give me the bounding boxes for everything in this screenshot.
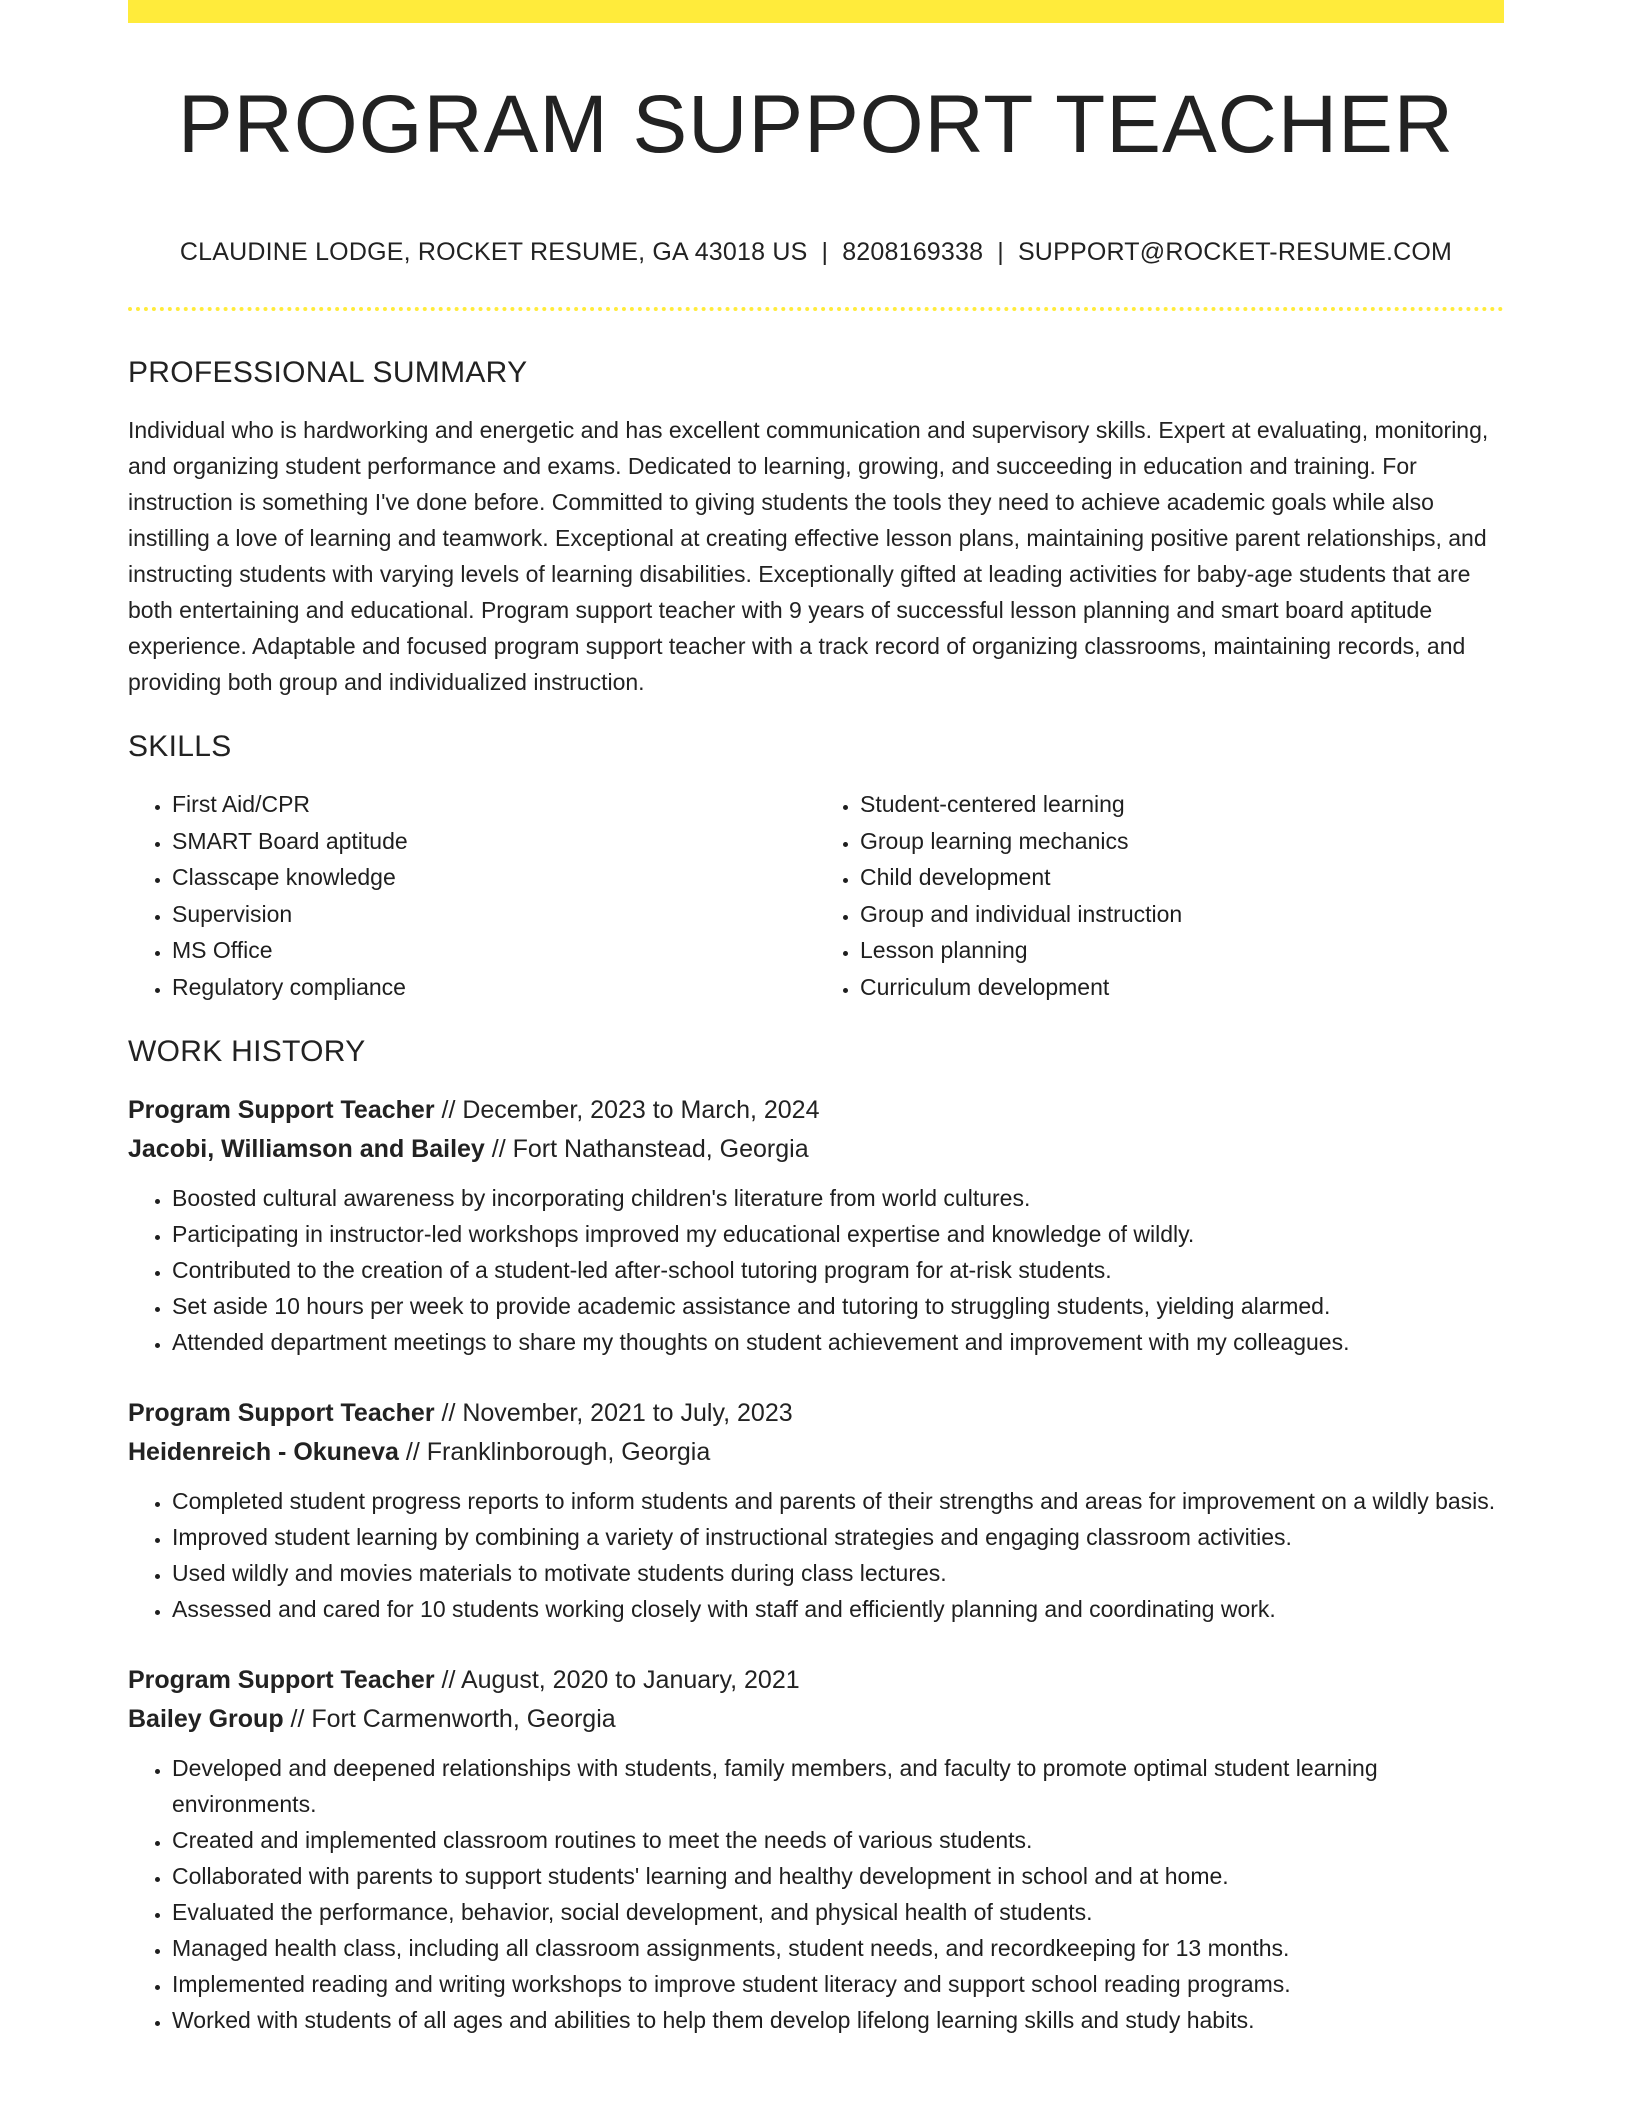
skill-item: • Regulatory compliance	[172, 969, 816, 1006]
job-bullet: • Contributed to the creation of a student-led after-school tutoring program for at-risk students.	[172, 1252, 1504, 1288]
job-bullet: • Collaborated with parents to support students' learning and healthy development in school and at home.	[172, 1858, 1504, 1894]
job-company: Heidenreich - Okuneva	[128, 1438, 399, 1466]
skill-item: • Group and individual instruction	[860, 896, 1504, 933]
job-title-line	[128, 1394, 1504, 1433]
accent-bar	[128, 0, 1504, 23]
skill-item: • Lesson planning	[860, 932, 1504, 969]
job-entry	[128, 1394, 1504, 1627]
summary-text: Individual who is hardworking and energetic and has excellent communication and supervisory skills. Expert at evaluating, monitoring, and organizing student performance and exams. Dedicated to learning, growing, and succeeding in education and training. For instruction is something I've done before. Committed to giving students the tools they need to achieve academic goals while also instilling a love of learning and teamwork. Exceptional at creating effective lesson plans, maintaining positive parent relationships, and instructing students with varying levels of learning disabilities. Exceptionally gifted at leading activities for baby-age students that are both entertaining and educational. Program support teacher with 9 years of successful lesson planning and smart board aptitude experience. Adaptable and focused program support teacher with a track record of organizing classrooms, maintaining records, and providing both group and individualized instruction.	[128, 417, 1489, 695]
job-bullet: • Completed student progress reports to inform students and parents of their strengths and areas for improvement on a wildly basis.	[172, 1483, 1504, 1519]
skills-column-right	[816, 786, 1504, 1005]
job-bullets	[128, 1750, 1504, 2038]
skills-column-left	[128, 786, 816, 1005]
skill-item: • Student-centered learning	[860, 786, 1504, 823]
job-bullet: • Implemented reading and writing workshops to improve student literacy and support school reading programs.	[172, 1966, 1504, 2002]
job-bullet: • Set aside 10 hours per week to provide academic assistance and tutoring to struggling students, yielding alarmed.	[172, 1288, 1504, 1324]
job-bullet: • Worked with students of all ages and abilities to help them develop lifelong learning skills and study habits.	[172, 2002, 1504, 2038]
summary-heading: PROFESSIONAL SUMMARY	[128, 356, 528, 389]
job-title: Program Support Teacher	[128, 1096, 435, 1124]
job-bullet: • Improved student learning by combining a variety of instructional strategies and engaging classroom activities.	[172, 1519, 1504, 1555]
job-bullet: • Boosted cultural awareness by incorporating children's literature from world cultures.	[172, 1180, 1504, 1216]
job-company-line	[128, 1700, 1504, 1739]
job-location: // Fort Nathanstead, Georgia	[491, 1135, 809, 1163]
job-company: Jacobi, Williamson and Bailey	[128, 1135, 485, 1163]
job-bullet: • Developed and deepened relationships with students, family members, and faculty to promote optimal student learning environments.	[172, 1750, 1504, 1822]
job-bullet: • Created and implemented classroom routines to meet the needs of various students.	[172, 1822, 1504, 1858]
skill-item: • Group learning mechanics	[860, 823, 1504, 860]
skills-list	[128, 786, 1504, 1005]
job-bullet: • Managed health class, including all classroom assignments, student needs, and recordkeeping for 13 months.	[172, 1930, 1504, 1966]
work-history-heading: WORK HISTORY	[128, 1035, 366, 1068]
job-bullets	[128, 1180, 1504, 1360]
job-title-line	[128, 1091, 1504, 1130]
page-title: PROGRAM SUPPORT TEACHER	[177, 79, 1455, 170]
job-entry	[128, 1091, 1504, 1360]
job-title: Program Support Teacher	[128, 1399, 435, 1427]
skill-item: • SMART Board aptitude	[172, 823, 816, 860]
contact-line	[128, 238, 1504, 267]
job-bullet: • Participating in instructor-led workshops improved my educational expertise and knowledge of wildly.	[172, 1216, 1504, 1252]
contact-address: CLAUDINE LODGE, ROCKET RESUME, GA 43018 US	[179, 238, 808, 266]
contact-phone: 8208169338	[842, 238, 984, 266]
skill-item: • Child development	[860, 859, 1504, 896]
dotted-divider	[128, 307, 1504, 311]
job-company-line	[128, 1433, 1504, 1472]
skill-item: • First Aid/CPR	[172, 786, 816, 823]
skill-item: • Classcape knowledge	[172, 859, 816, 896]
job-bullet: • Assessed and cared for 10 students working closely with staff and efficiently planning and coordinating work.	[172, 1591, 1504, 1627]
job-title: Program Support Teacher	[128, 1666, 435, 1694]
skill-item: • MS Office	[172, 932, 816, 969]
resume-body	[128, 356, 1504, 2072]
job-location: // Fort Carmenworth, Georgia	[290, 1705, 616, 1733]
job-title-line	[128, 1661, 1504, 1700]
job-dates: // November, 2021 to July, 2023	[441, 1399, 793, 1427]
contact-separator: |	[821, 238, 829, 266]
skills-heading: SKILLS	[128, 730, 232, 763]
job-bullets	[128, 1483, 1504, 1627]
job-bullet: • Used wildly and movies materials to motivate students during class lectures.	[172, 1555, 1504, 1591]
skill-item: • Supervision	[172, 896, 816, 933]
job-company-line	[128, 1130, 1504, 1169]
job-dates: // August, 2020 to January, 2021	[441, 1666, 800, 1694]
job-bullet: • Evaluated the performance, behavior, social development, and physical health of students.	[172, 1894, 1504, 1930]
job-entry	[128, 1661, 1504, 2038]
job-location: // Franklinborough, Georgia	[405, 1438, 711, 1466]
job-company: Bailey Group	[128, 1705, 284, 1733]
job-dates: // December, 2023 to March, 2024	[441, 1096, 820, 1124]
contact-separator: |	[997, 238, 1004, 266]
skill-item: • Curriculum development	[860, 969, 1504, 1006]
job-bullet: • Attended department meetings to share my thoughts on student achievement and improvement with my colleagues.	[172, 1324, 1504, 1360]
contact-email: SUPPORT@ROCKET-RESUME.COM	[1017, 238, 1453, 266]
